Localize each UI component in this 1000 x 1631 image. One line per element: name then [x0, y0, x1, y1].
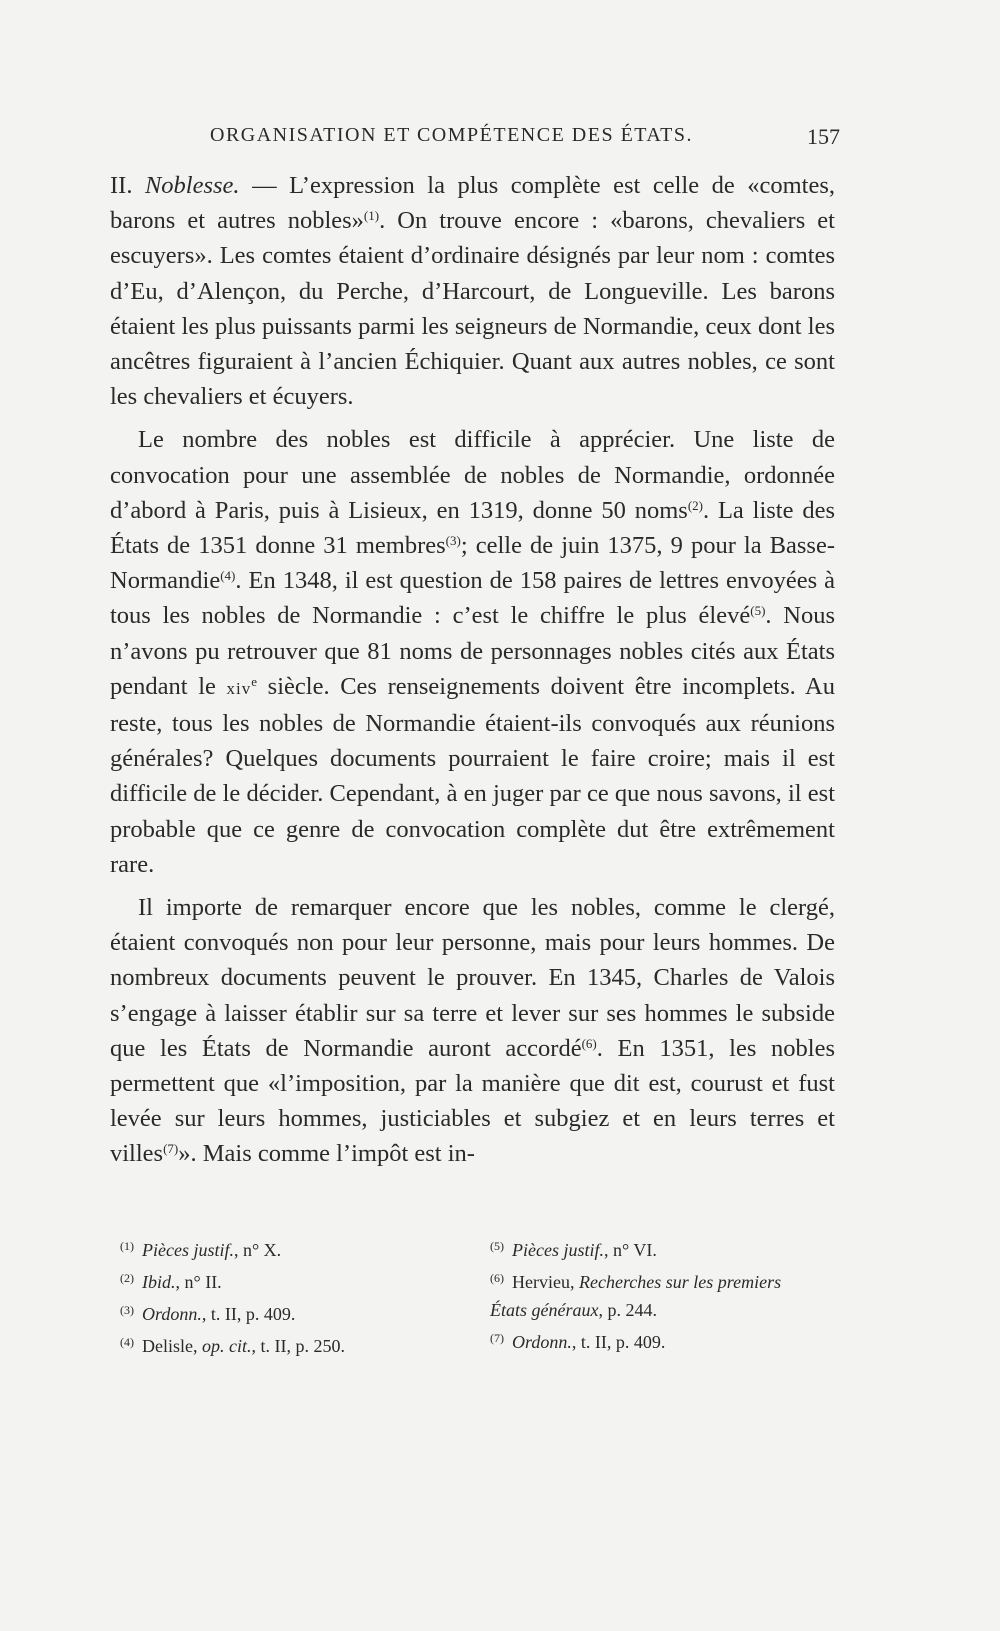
footnote-ref[interactable]: (1) — [363, 208, 380, 224]
footnote-ref[interactable]: (6) — [581, 1035, 597, 1051]
footnotes-right-column — [490, 1232, 850, 1356]
footnote-mark: (6) — [490, 1271, 504, 1285]
paragraph-nombre — [110, 422, 835, 882]
footnote-author: Hervieu, — [512, 1272, 579, 1292]
paragraph-text: — L’expression la plus complète est celle de «comtes, barons et autres nobles» — [110, 172, 835, 235]
page-header — [110, 118, 840, 154]
footnote-2 — [120, 1264, 460, 1296]
paragraph-text: . La liste des États de 1351 donne 31 membres — [110, 496, 836, 560]
footnote-3 — [120, 1296, 460, 1328]
paragraph-text: siècle. Ces renseignements doivent être incomplets. Au reste, tous les nobles de Normandie étaient-ils convoqués aux réunions générales? Quelques documents pourraient le faire croire; mais il est difficile de le décider. Cependant, à en juger par ce que nous savons, il est probable que ce genre de convocation complète dut être extrêmement rare. — [110, 672, 835, 878]
footnote-source: Pièces justif. — [512, 1240, 604, 1260]
footnote-mark: (4) — [120, 1335, 134, 1349]
footnote-source: Pièces justif. — [142, 1240, 234, 1260]
footnote-mark: (7) — [490, 1331, 504, 1345]
footnote-detail: , n° II. — [175, 1272, 222, 1292]
footnote-source: États généraux — [490, 1300, 599, 1320]
paragraph-noblesse — [110, 168, 835, 414]
paragraph-text: ». Mais comme l’impôt est in- — [178, 1140, 475, 1168]
footnote-source: Ordonn. — [142, 1304, 202, 1324]
footnote-source: Ordonn. — [512, 1332, 572, 1352]
footnote-ref[interactable]: (2) — [687, 497, 703, 513]
footnote-ref[interactable]: (3) — [445, 533, 461, 549]
paragraph-text: Le nombre des nobles est difficile à apprécier. Une liste de convocation pour une assemblée de nobles de Normandie, ordonnée d’abord à Paris, puis à Lisieux, en 1319, donne 50 noms — [110, 426, 835, 524]
footnote-mark: (3) — [120, 1303, 134, 1317]
footnote-detail: , t. II, p. 250. — [251, 1336, 345, 1356]
footnote-mark: (1) — [120, 1239, 134, 1253]
running-title: ORGANISATION ET COMPÉTENCE DES ÉTATS. — [210, 124, 693, 146]
footnote-ref[interactable]: (5) — [750, 603, 766, 619]
footnote-mark: (5) — [490, 1239, 504, 1253]
footnote-detail: , n° X. — [233, 1240, 282, 1260]
footnote-source: Recherches sur les premiers — [578, 1272, 782, 1292]
footnote-5 — [490, 1232, 850, 1264]
footnotes-left-column — [120, 1232, 460, 1360]
paragraph-text: . En 1348, il est question de 158 paires de lettres envoyées à tous les nobles de Normandie : c’est le chiffre le plus élevé — [110, 567, 835, 630]
paragraph-text: . On trouve encore : «barons, chevaliers et escuyers». Les comtes étaient d’ordinaire désignés par leur nom : comtes d’Eu, d’Alençon, du Perche, d’Harcourt, de Longueville. Les barons étaient les plus puissants parmi les seigneurs de Normandie, ceux dont les ancêtres figuraient à l’ancien Échiquier. Quant aux autres nobles, ce sont les chevaliers et écuyers. — [110, 207, 835, 411]
paragraph-text: ; celle de juin 1375, 9 pour la Basse-Normandie — [110, 532, 835, 595]
footnote-source: op. cit. — [202, 1336, 252, 1356]
footnote-6-continued — [490, 1296, 850, 1324]
footnote-detail: , t. II, p. 409. — [571, 1332, 666, 1352]
footnote-detail: , p. 244. — [598, 1300, 657, 1320]
footnote-mark: (2) — [120, 1271, 134, 1285]
footnote-4 — [120, 1328, 460, 1360]
paragraph-text: . En 1351, les nobles permettent que «l’imposition, par la manière que dit est, courust et fust levée sur leurs hommes, justiciables et subgiez et en leurs terres et villes — [110, 1034, 835, 1168]
paragraph-importe — [110, 890, 835, 1172]
page-number: 157 — [807, 124, 840, 149]
footnote-6 — [490, 1264, 850, 1296]
footnote-ref[interactable]: (7) — [163, 1141, 179, 1157]
section-heading: Noblesse. — [144, 172, 240, 199]
footnote-author: Delisle, — [142, 1336, 202, 1356]
paragraph-text: Il importe de remarquer encore que les nobles, comme le clergé, étaient convoqués non pour leur personne, mais pour leurs hommes. De nombreux documents peuvent le prouver. En 1345, Charles de Valois s’engage à laisser établir sur sa terre et lever sur ses hommes le subside que les États de Normandie auront accordé — [110, 894, 835, 1062]
paragraph-text: . Nous n’avons pu retrouver que 81 noms de personnages nobles cités aux États pendant le — [110, 602, 835, 700]
footnote-detail: , n° VI. — [603, 1240, 657, 1260]
footnote-1 — [120, 1232, 460, 1264]
footnote-7 — [490, 1324, 850, 1356]
century-suffix: e — [251, 673, 258, 689]
footnote-detail: , t. II, p. 409. — [201, 1304, 296, 1324]
footnote-source: Ibid. — [142, 1272, 176, 1292]
main-text — [110, 168, 835, 1172]
century-numeral: xiv — [226, 678, 252, 698]
section-number: II. — [110, 172, 145, 199]
footnote-ref[interactable]: (4) — [220, 568, 236, 584]
